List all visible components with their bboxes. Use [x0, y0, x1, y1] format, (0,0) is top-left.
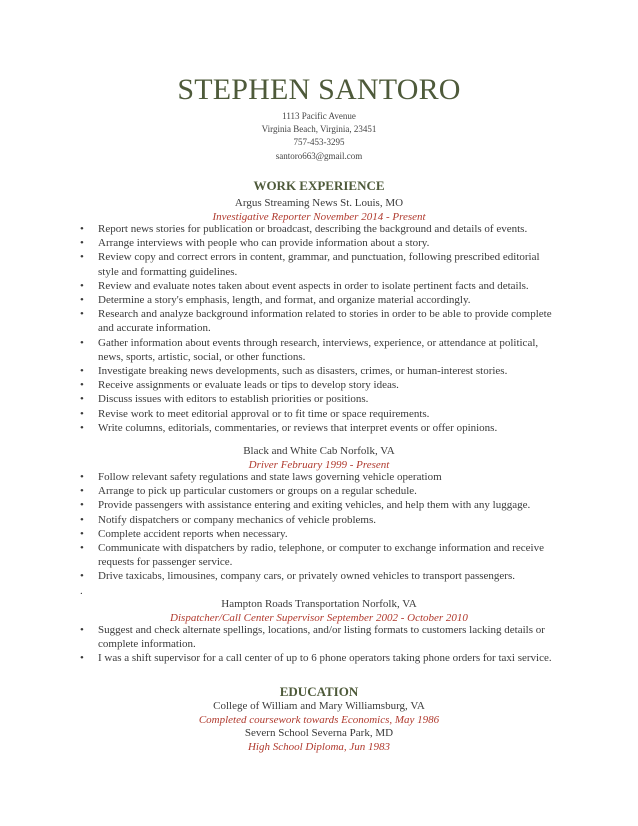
stray-period: . — [80, 585, 83, 597]
list-item: • Drive taxicabs, limousines, company cars, or privately owned vehicles to transport passengers. — [80, 570, 515, 583]
job-company: Hampton Roads Transportation Norfolk, VA — [221, 598, 417, 610]
list-item: • Suggest and check alternate spellings, locations, and/or listing formats to customers lacking details or complete information. — [80, 624, 545, 651]
list-item: • Determine a story's emphasis, length, and format, and organize material accordingly. — [80, 294, 471, 307]
list-item: • Complete accident reports when necessary. — [80, 527, 288, 540]
work-experience-heading: WORK EXPERIENCE — [253, 178, 385, 193]
job-bullet-list — [80, 222, 560, 435]
education-detail: Completed coursework towards Economics, May 1986 — [198, 714, 440, 726]
list-item: • Review copy and correct errors in content, grammar, and punctuation, following prescribed editorial style and formatting guidelines. — [80, 251, 540, 278]
list-item: • Research and analyze background information related to stories in order to be able to provide complete and accurate information. — [80, 308, 552, 335]
list-item: • Review and evaluate notes taken about event aspects in order to isolate pertinent facts and details. — [80, 279, 529, 292]
list-item: • Provide passengers with assistance entering and exiting vehicles, and help them with any luggage. — [80, 499, 531, 512]
list-item: • Arrange interviews with people who can provide information about a story. — [80, 237, 430, 250]
education-school: College of William and Mary Williamsburg, VA — [213, 700, 425, 712]
job-company: Argus Streaming News St. Louis, MO — [234, 197, 404, 209]
education-school: Severn School Severna Park, MD — [244, 727, 394, 739]
list-item: • Write columns, editorials, commentaries, or reviews that interpret events or offer opinions. — [80, 421, 498, 434]
job-role: Driver February 1999 - Present — [248, 459, 390, 471]
education-heading: EDUCATION — [279, 684, 359, 699]
job-company: Black and White Cab Norfolk, VA — [243, 445, 395, 457]
list-item: • Revise work to meet editorial approval or to fit time or space requirements. — [80, 407, 430, 420]
job-role: Investigative Reporter November 2014 - Present — [212, 211, 426, 223]
list-item: • Arrange to pick up particular customers or groups on a regular schedule. — [80, 485, 417, 498]
address-line: 1113 Pacific Avenue — [282, 111, 356, 121]
list-item: • Communicate with dispatchers by radio, telephone, or computer to exchange information and receive requests for passenger service. — [80, 542, 544, 569]
list-item: • Investigate breaking news developments, such as disasters, crimes, or human-interest stories. — [80, 365, 508, 378]
job-bullet-list — [80, 623, 560, 666]
job-role: Dispatcher/Call Center Supervisor September 2002 - October 2010 — [170, 612, 468, 624]
city-line: Virginia Beach, Virginia, 23451 — [261, 124, 377, 134]
list-item: • Gather information about events through research, interviews, experience, or attendance at political, news, sports, artistic, social, or other functions. — [80, 336, 539, 363]
list-item: • Notify dispatchers or company mechanics of vehicle problems. — [80, 513, 376, 526]
job-bullet-list — [80, 470, 560, 584]
list-item: • Follow relevant safety regulations and state laws governing vehicle operatiom — [80, 471, 442, 483]
list-item: • Discuss issues with editors to establish priorities or positions. — [80, 393, 369, 406]
list-item: • Report news stories for publication or broadcast, describing the background and details of events. — [80, 223, 528, 235]
list-item: • I was a shift supervisor for a call center of up to 6 phone operators taking phone orders for taxi service. — [80, 652, 552, 665]
list-item: • Receive assignments or evaluate leads or tips to develop story ideas. — [80, 379, 399, 392]
education-detail: High School Diploma, Jun 1983 — [247, 741, 391, 753]
phone-line: 757-453-3295 — [293, 137, 345, 147]
email-line: santoro663@gmail.com — [275, 151, 363, 161]
candidate-name: STEPHEN SANTORO — [177, 73, 461, 106]
